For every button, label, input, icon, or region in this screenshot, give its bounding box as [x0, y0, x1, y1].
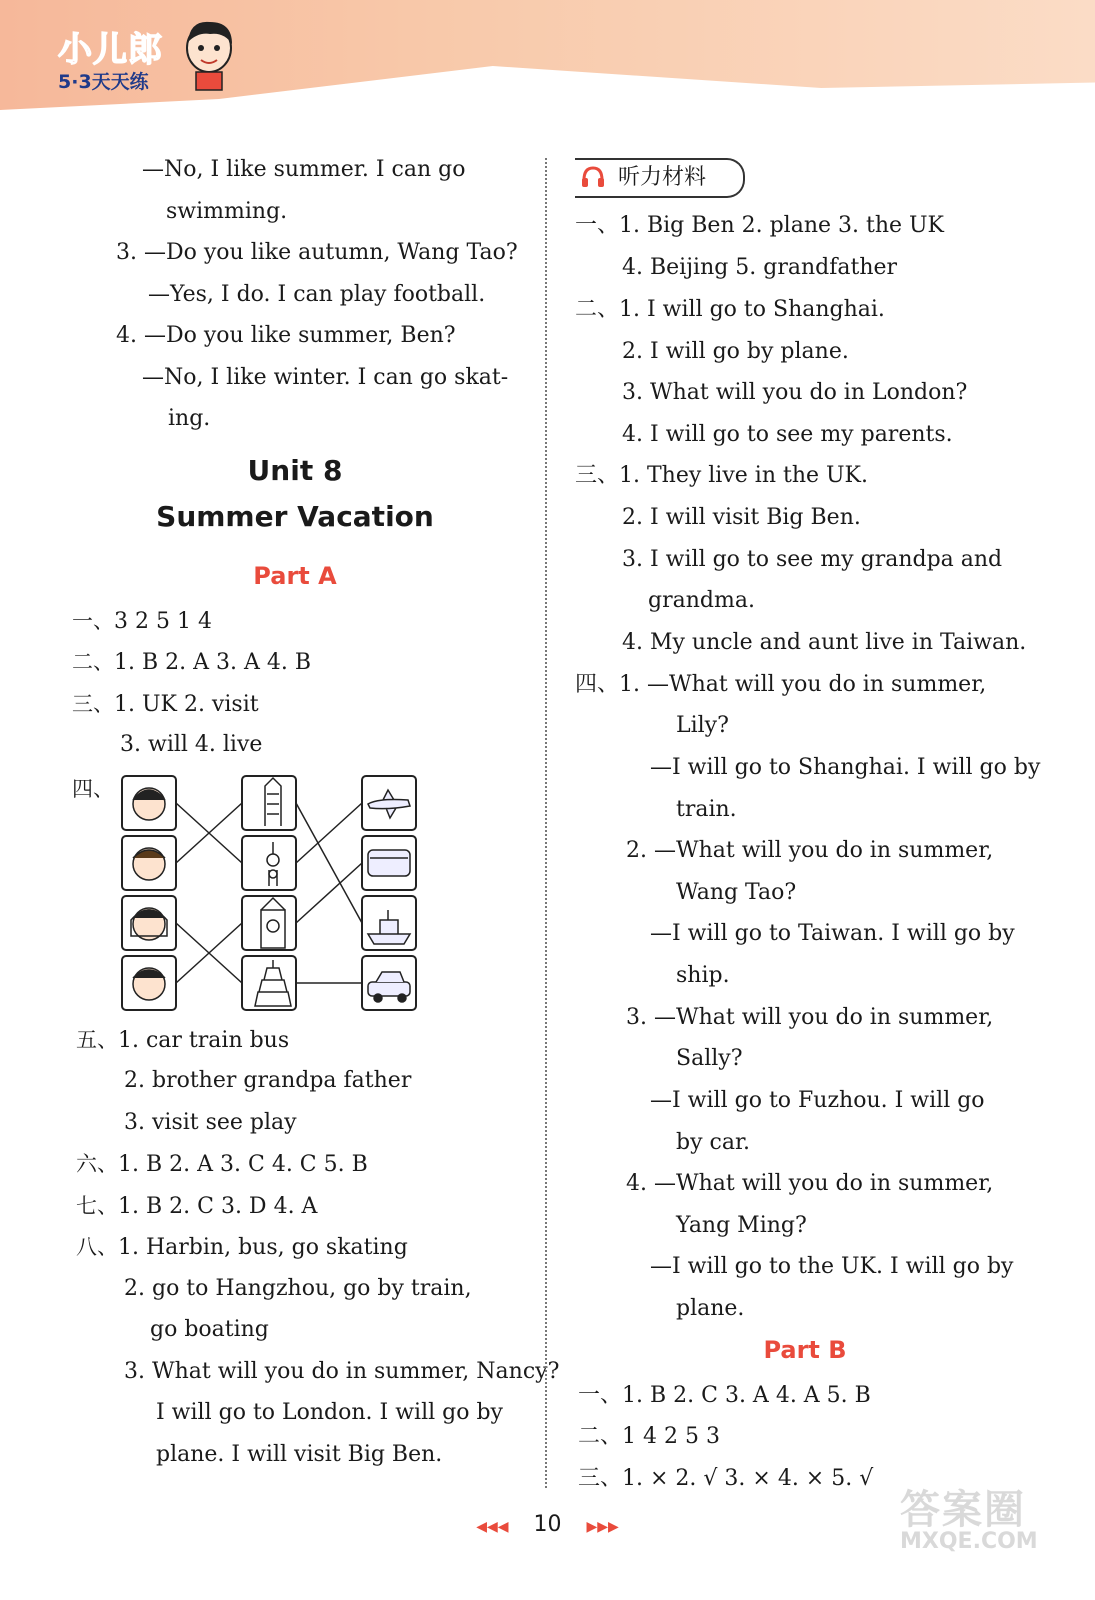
answer-row: 2. brother grandpa father: [124, 1068, 412, 1093]
logo-sub-text: 5·3天天练: [58, 71, 149, 93]
right-line: 4. Beijing 5. grandfather: [622, 255, 898, 280]
mascot-icon: [180, 18, 238, 92]
match-line: [296, 803, 362, 863]
right-line: Lily?: [676, 713, 729, 738]
right-line: 4. —What will you do in summer,: [626, 1171, 994, 1196]
answer-row: 二、1. B 2. A 3. A 4. B: [72, 650, 312, 675]
column-divider: [545, 158, 547, 1488]
watermark-small: MXQE.COM: [900, 1529, 1038, 1554]
right-line: 二、1 4 2 5 3: [578, 1424, 720, 1449]
right-line: 二、1. I will go to Shanghai.: [575, 297, 885, 322]
listening-material-label: 听力材料: [618, 165, 707, 190]
right-line: 2. I will visit Big Ben.: [622, 505, 861, 530]
answer-row: I will go to London. I will go by: [156, 1400, 503, 1425]
answer-row: 八、1. Harbin, bus, go skating: [76, 1235, 408, 1260]
answer-row: go boating: [150, 1317, 269, 1342]
right-line: —I will go to Fuzhou. I will go: [650, 1088, 985, 1113]
answer-row: 六、1. B 2. A 3. C 4. C 5. B: [76, 1152, 368, 1177]
right-line: Yang Ming?: [676, 1213, 807, 1238]
watermark: [900, 1478, 1038, 1554]
answer-row: 3. What will you do in summer, Nancy?: [124, 1359, 560, 1384]
left-line-3: 3. —Do you like autumn, Wang Tao?: [116, 240, 518, 265]
answer-row: 3. will 4. live: [120, 732, 263, 757]
right-line: 2. —What will you do in summer,: [626, 838, 994, 863]
right-line: 一、1. B 2. C 3. A 4. A 5. B: [578, 1383, 871, 1408]
right-line: grandma.: [648, 588, 755, 613]
part-b-heading: Part B: [763, 1336, 847, 1364]
brand-logo: [58, 22, 163, 94]
unit-title: Unit 8: [247, 454, 343, 487]
answer-row: 七、1. B 2. C 3. D 4. A: [76, 1194, 318, 1219]
right-line: —I will go to Taiwan. I will go by: [650, 921, 1015, 946]
right-line: plane.: [676, 1296, 745, 1321]
right-line: 3. I will go to see my grandpa and: [622, 547, 1003, 572]
left-line-5: 4. —Do you like summer, Ben?: [116, 323, 456, 348]
right-arrows-icon: ▶▶▶: [586, 1519, 619, 1535]
right-line: train.: [676, 797, 737, 822]
answer-row: 2. go to Hangzhou, go by train,: [124, 1276, 472, 1301]
left-line-2: swimming.: [166, 199, 288, 224]
left-arrows-icon: ◀◀◀: [476, 1519, 509, 1535]
answer-row: 一、3 2 5 1 4: [72, 609, 212, 634]
answer-row: 四、: [72, 777, 114, 801]
right-line: Wang Tao?: [676, 880, 797, 905]
right-line: 三、1. They live in the UK.: [575, 463, 868, 488]
right-line: Sally?: [676, 1046, 743, 1071]
match-line: [296, 803, 362, 923]
tower-1-box: [242, 776, 296, 830]
temple-box: [242, 956, 296, 1010]
left-line-4: —Yes, I do. I can play football.: [148, 282, 486, 307]
answer-row: 三、1. UK 2. visit: [72, 692, 259, 717]
page-header-band: [0, 0, 1095, 110]
right-line: by car.: [676, 1130, 751, 1155]
right-line: 3. —What will you do in summer,: [626, 1005, 994, 1030]
unit-subtitle: Summer Vacation: [156, 500, 434, 533]
part-a-heading: Part A: [253, 562, 337, 590]
right-line: 3. What will you do in London?: [622, 380, 968, 405]
match-line: [296, 863, 362, 923]
headphones-icon: [580, 164, 606, 190]
right-line: —I will go to Shanghai. I will go by: [650, 755, 1041, 780]
right-line: 4. My uncle and aunt live in Taiwan.: [622, 630, 1027, 655]
answer-row: 五、1. car train bus: [76, 1028, 290, 1053]
right-line: 一、1. Big Ben 2. plane 3. the UK: [575, 213, 944, 238]
right-line: 4. I will go to see my parents.: [622, 422, 953, 447]
right-line: —I will go to the UK. I will go by: [650, 1254, 1014, 1279]
left-line-7: ing.: [168, 406, 211, 431]
right-line: 四、1. —What will you do in summer,: [575, 672, 987, 697]
matching-diagram: [118, 770, 424, 1012]
big-ben-box: [242, 896, 296, 950]
right-line: ship.: [676, 963, 730, 988]
left-line-1: —No, I like summer. I can go: [142, 157, 466, 182]
right-line: 2. I will go by plane.: [622, 339, 849, 364]
logo-main-text: 小儿郎: [58, 30, 163, 70]
watermark-big: 答案圈: [900, 1487, 1026, 1533]
page-number: 10: [533, 1512, 562, 1537]
train-icon: [368, 850, 410, 876]
answer-row: 3. visit see play: [124, 1110, 297, 1135]
left-line-6: —No, I like winter. I can go skat-: [142, 365, 509, 390]
answer-row: plane. I will visit Big Ben.: [156, 1442, 443, 1467]
right-line: 三、1. × 2. √ 3. × 4. × 5. √: [578, 1466, 874, 1491]
